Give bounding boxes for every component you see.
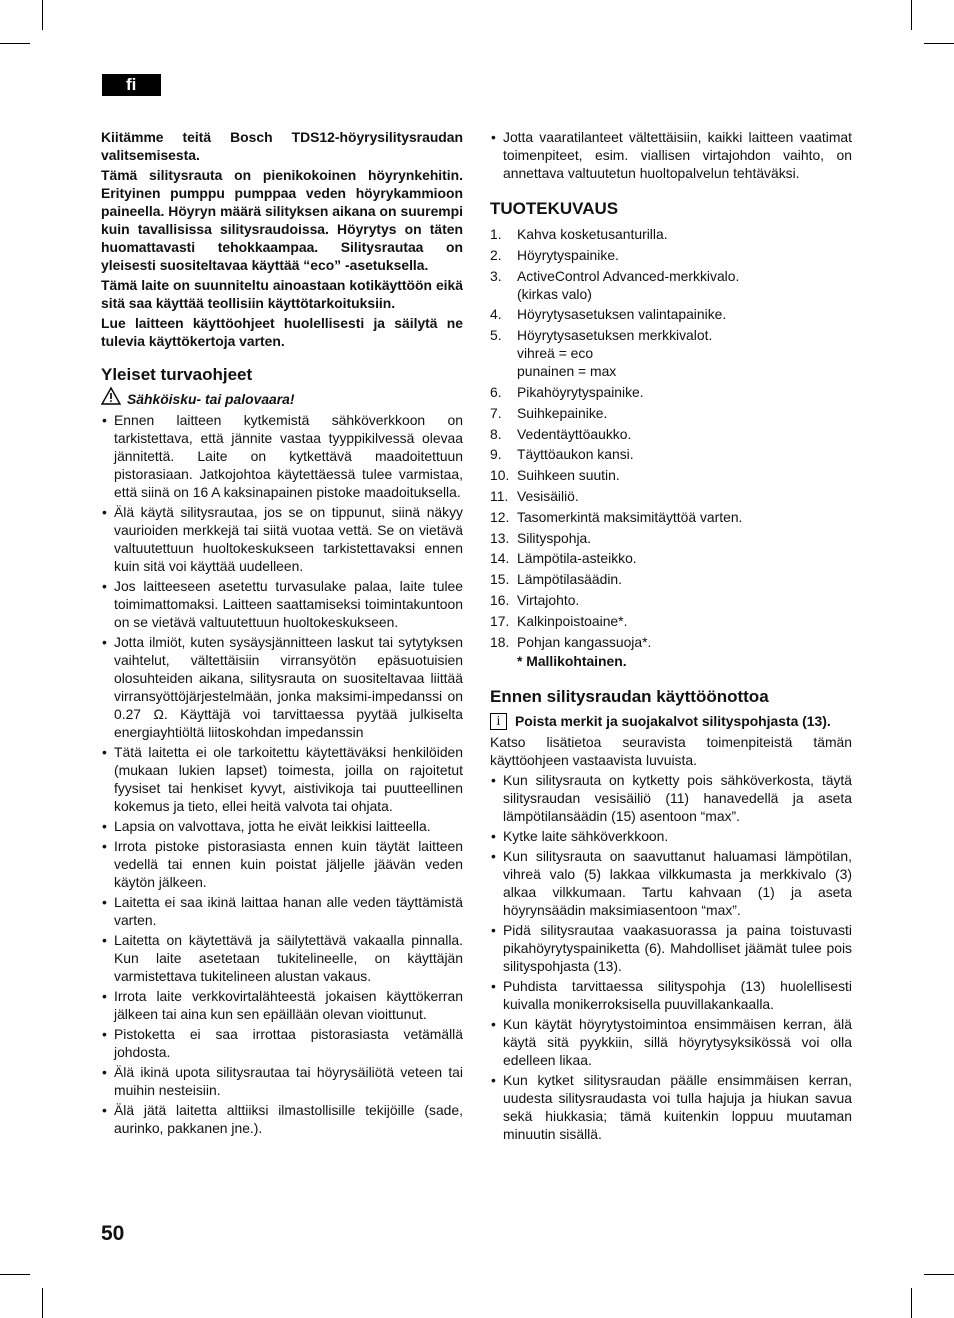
list-item — [490, 404, 852, 422]
list-item: • Irrota laite verkkovirtalähteestä jokaisen käyttökerran jälkeen tai aina kun sen epäillään olevan vioittunut. — [101, 987, 463, 1023]
list-item — [490, 612, 852, 630]
safety-heading: Yleiset turvaohjeet — [101, 365, 253, 384]
item-text-line: vihreä = eco — [517, 345, 594, 362]
footnote: * Mallikohtainen. — [517, 653, 627, 670]
list-item: • Älä käytä silitysrautaa, jos se on tippunut, siinä näkyy vaurioiden merkkejä tai siitä vuotaa vettä. Se on vietävä valtuutettuun huoltokeskukseen tarkistettavaksi ennen kuin sitä voi käyttää uudelleen. — [101, 503, 463, 575]
item-text: Täyttöaukon kansi. — [517, 446, 634, 463]
list-item: • Kun kytket silitysraudan päälle ensimmäisen kerran, uudesta silitysraudasta voi tulla hajuja ja hiukan savua sekä hiukkasia; tämä kuitenkin loppuu muutaman minuutin sisällä. — [490, 1071, 852, 1143]
list-item — [490, 591, 852, 609]
info-text: Poista merkit ja suojakalvot silityspohjasta (13). — [515, 713, 831, 730]
intro-paragraph: Tämä silitysrauta on pienikokoinen höyrynkehitin. Erityinen pumppu pumppaa veden höyrykammioon paineella. Höyryn määrä silityksen aikana on suurempi kuin tavallisissa silitysraudoissa. Höyrytys on täten huomattavasti tehokkaampaa. Silitysrautaa on yleisesti suositeltavaa käyttää “eco” -asetuksella. — [101, 167, 463, 273]
item-number: 4. — [490, 306, 502, 323]
list-item: • Älä jätä laitetta alttiiksi ilmastollisille tekijöille (sade, aurinko, pakkanen jne.). — [101, 1101, 463, 1137]
product-heading: TUOTEKUVAUS — [490, 199, 619, 218]
item-number: 15. — [490, 571, 510, 588]
page-number: 50 — [101, 1222, 125, 1245]
item-number: 13. — [490, 529, 510, 546]
crop-mark — [0, 1274, 30, 1275]
list-item: • Kytke laite sähköverkkoon. — [490, 827, 852, 845]
list-item — [490, 466, 852, 484]
warning-triangle-icon — [101, 387, 121, 405]
crop-mark — [924, 43, 954, 44]
list-item — [490, 445, 852, 463]
crop-mark — [42, 1288, 43, 1318]
product-list — [490, 225, 852, 651]
list-item: • Kun käytät höyrytystoimintoa ensimmäisen kerran, älä käytä sitä pyykkiin, sillä höyrytysyksikössä voi olla edelleen likaa. — [490, 1015, 852, 1069]
list-item — [490, 529, 852, 547]
language-tab: fi — [102, 74, 161, 96]
item-text: Silityspohja. — [517, 529, 592, 546]
list-item: • Puhdista tarvittaessa silityspohja (13) huolellisesti kuivalla monikerroksisella puuvillakankaalla. — [490, 977, 852, 1013]
crop-mark — [911, 0, 912, 30]
item-number: 17. — [490, 612, 510, 629]
warning-line — [101, 390, 463, 408]
list-item: • Laitetta ei saa ikinä laittaa hanan alle veden täyttämistä varten. — [101, 893, 463, 929]
before-use-intro: Katso lisätietoa seuravista toimenpiteistä tämän käyttöohjeen vastaavista luvuista. — [490, 734, 852, 769]
item-text-line: (kirkas valo) — [517, 285, 592, 302]
item-number: 11. — [490, 487, 509, 504]
item-text: Kahva kosketusanturilla. — [517, 226, 668, 242]
item-number: 8. — [490, 425, 502, 442]
item-number: 3. — [490, 267, 502, 284]
list-item — [490, 326, 852, 380]
item-number: 1. — [490, 226, 502, 242]
left-column — [101, 128, 463, 1139]
list-item: • Irrota pistoke pistorasiasta ennen kuin täytät laitteen vedellä tai ennen kuin poistat jäljelle jäävän veden käytön jälkeen. — [101, 837, 463, 891]
item-text: Tasomerkintä maksimitäyttöä varten. — [517, 508, 743, 525]
list-item — [490, 383, 852, 401]
intro-paragraph: Kiitämme teitä Bosch TDS12-höyrysilitysraudan valitsemisesta. — [101, 129, 463, 163]
item-text: Vesisäiliö. — [517, 487, 579, 504]
safety-list-continued — [490, 128, 852, 182]
crop-mark — [924, 1274, 954, 1275]
item-number: 14. — [490, 550, 510, 567]
item-text-line: ActiveControl Advanced-merkkivalo. — [517, 267, 740, 284]
item-text — [517, 326, 712, 380]
item-number: 6. — [490, 383, 502, 400]
item-text: Höyrytyspainike. — [517, 246, 619, 263]
item-text: Lämpötila-asteikko. — [517, 550, 637, 567]
list-item — [490, 570, 852, 588]
item-text: Pikahöyrytyspainike. — [517, 383, 644, 400]
list-item — [490, 267, 852, 303]
list-item: • Kun silitysrauta on kytketty pois sähköverkosta, täytä silitysraudan vesisäiliö (11) hanavedellä ja aseta lämpötilansäädin (15) asentoon “max”. — [490, 771, 852, 825]
intro — [101, 128, 463, 350]
intro-paragraph: Lue laitteen käyttöohjeet huolellisesti ja säilytä ne tulevia käyttökertoja varten. — [101, 315, 463, 349]
item-number: 18. — [490, 633, 510, 650]
item-text: Höyrytysasetuksen valintapainike. — [517, 306, 727, 323]
crop-mark — [42, 0, 43, 30]
list-item: • Älä ikinä upota silitysrautaa tai höyrysäiliötä veteen tai muihin nesteisiin. — [101, 1063, 463, 1099]
item-text: Suihkepainike. — [517, 404, 608, 421]
item-number: 5. — [490, 327, 502, 344]
list-item: • Kun silitysrauta on saavuttanut haluamasi lämpötilan, vihreä valo (5) lakkaa vilkkumasta ja merkkivalo (3) alkaa vilkkumaan. Tartu kahvaan (1) ja aseta höyrynsäädin maksimiasentoon “max”. — [490, 847, 852, 919]
info-note — [490, 712, 852, 730]
item-text-line: Höyrytysasetuksen merkkivalot. — [517, 327, 713, 344]
list-item: • Pidä silitysrautaa vaakasuorassa ja paina toistuvasti pikahöyrytyspainiketta (6). Mahdolliset jäämät tulee pois silityspohjasta (13). — [490, 921, 852, 975]
item-text: Pohjan kangassuoja*. — [517, 633, 652, 650]
item-number: 12. — [490, 508, 510, 525]
item-text: Vedentäyttöaukko. — [517, 425, 632, 442]
list-item: • Tätä laitetta ei ole tarkoitettu käytettäväksi henkilöiden (mukaan lukien lapset) toimesta, joilla on rajoitetut fyysiset tai henkiset kyvyt, aistivikoja tai puutteellinen kokemus ja tieto, ellei heitä valvota tai ohjata. — [101, 743, 463, 815]
item-text: Kalkinpoistoaine*. — [517, 612, 628, 629]
item-text-line: punainen = max — [517, 363, 617, 380]
list-item — [490, 508, 852, 526]
item-text: Lämpötilasäädin. — [517, 571, 623, 588]
list-item — [490, 633, 852, 651]
warning-text: Sähköisku- tai palovaara! — [127, 391, 295, 407]
list-item — [490, 305, 852, 323]
item-number: 2. — [490, 246, 502, 263]
list-item: • Laitetta on käytettävä ja säilytettävä vakaalla pinnalla. Kun laite asetetaan tukitelineelle, on käyttäjän varmistettava tukitelineen alustan vakaus. — [101, 931, 463, 985]
list-item — [490, 487, 852, 505]
list-item: • Jotta ilmiöt, kuten sysäysjännitteen laskut tai sytytyksen vaihtelut, vältettäisiin virransyötön epäsuotuisien olosuhteiden aikana, silitysrauta on suositeltavaa liittää virransyöttöjärjestelmään, jonka maksimi-impedanssi on 0.27 Ω. Käyttäjä voi tarvittaessa pyytää julkiselta energiayhtiöltä liitoskohdan impedanssin — [101, 633, 463, 741]
before-use-list — [490, 771, 852, 1143]
list-item: • Pistoketta ei saa irrottaa pistorasiasta vetämällä johdosta. — [101, 1025, 463, 1061]
list-item: • Lapsia on valvottava, jotta he eivät leikkisi laitteella. — [101, 817, 463, 835]
item-text: Suihkeen suutin. — [517, 467, 620, 484]
safety-list — [101, 411, 463, 1137]
list-item — [490, 549, 852, 567]
before-use-heading: Ennen silitysraudan käyttöönottoa — [490, 687, 769, 707]
intro-paragraph: Tämä laite on suunniteltu ainoastaan kotikäyttöön eikä sitä saa käyttää teollisiin käyttötarkoituksiin. — [101, 277, 463, 311]
item-number: 16. — [490, 591, 510, 608]
item-number: 9. — [490, 446, 502, 463]
list-item — [490, 246, 852, 264]
crop-mark — [0, 43, 30, 44]
list-item — [490, 425, 852, 443]
info-icon: i — [490, 713, 507, 730]
list-item: • Ennen laitteen kytkemistä sähköverkkoon on tarkistettava, että jännite vastaa tyyppikilvessä olevaa jännitettä. Laite on kytkettävä maadoitettuun pistorasiaan. Jatkojohtoa käytettäessä tulee varmistaa, että siinä on 16 A kaksinapainen pistoke maadoituksella. — [101, 411, 463, 501]
item-text — [517, 267, 739, 303]
item-text: Virtajohto. — [517, 591, 580, 608]
item-number: 7. — [490, 404, 502, 421]
list-item: • Jos laitteeseen asetettu turvasulake palaa, laite tulee toimimattomaksi. Laitteen saattamiseksi toimintakuntoon on se vietävä valtuutettuun huoltokeskukseen. — [101, 577, 463, 631]
right-column — [490, 128, 852, 1145]
item-number: 10. — [490, 467, 510, 484]
crop-mark — [911, 1288, 912, 1318]
list-item — [490, 225, 852, 243]
list-item: • Jotta vaaratilanteet vältettäisiin, kaikki laitteen vaatimat toimenpiteet, esim. viallisen virtajohdon vaihto, on annettava valtuutetun huoltopalvelun tehtäväksi. — [490, 128, 852, 182]
